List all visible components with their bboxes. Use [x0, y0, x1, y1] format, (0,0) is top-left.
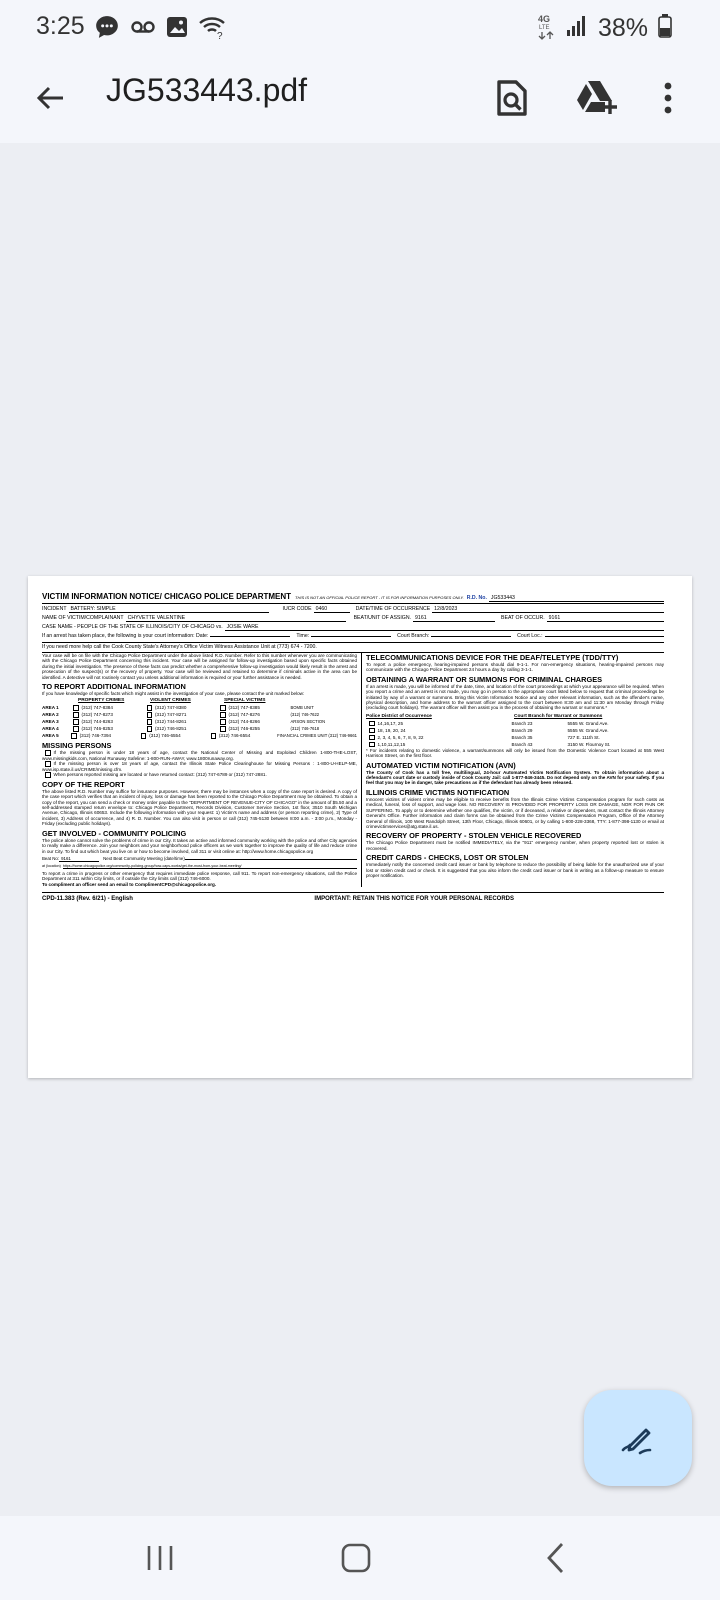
court-loc-label: Court Loc.: [517, 633, 543, 639]
district-table [366, 720, 664, 748]
district-checkbox[interactable] [369, 728, 375, 734]
iucr-label: IUCR CODE [282, 606, 312, 612]
district-row [366, 727, 664, 734]
back-button[interactable] [30, 74, 70, 122]
branch-name: Branch 43 [511, 741, 533, 747]
back-nav-icon [545, 1542, 567, 1574]
district-numbers: 18, 19, 20, 24 [377, 727, 406, 733]
branch-address: 3150 W. Flournoy St. [567, 741, 611, 747]
unit-info: (312) 746-7622 [290, 712, 320, 718]
time-label: Time: [296, 633, 310, 639]
property-phone: (312) 746-8253 [81, 726, 113, 732]
violent-phone: (312) 747-8380 [155, 705, 187, 711]
area-row [42, 732, 357, 739]
special-phone: (312) 744-8266 [228, 719, 260, 725]
intro-text: Your case will be on file with the Chicago Police Department under the above listed R.D. Number. Refer to this number whenever you are communicating with the Chicago Police Department concerning this incident. Your case will be assigned for follow-up investigation based upon specific facts obtained during the initial investigation. The presence of these facts can predict whether a comprehensive follow-up investigation would likely result in the arrest and prosecution of the suspect(s) or the recovery of property. Your case will be reviewed and retained to determine if criminals active in the area can be identified. A detective will not routinely contact you unless additional information is required or your further assistance is needed. [42, 653, 357, 680]
area-label: AREA 5 [42, 733, 59, 739]
document-title: JG533443.pdf [106, 72, 308, 108]
back-nav-button[interactable] [526, 1536, 586, 1580]
ilcv-text: Innocent victims of violent crime may be eligible to receive benefits from the Illinois Crime Victims Compensation program for such costs as medical, funeral, loss of support, and wage loss. NO RECOVERY IS PROVIDED FOR PROPERTY LOSS OR DAMAGE, NOR FOR PAIN OR SUFFERING. To apply or to determine whether one qualifies, the victim, or if deceased, a relative or dependent, must contact the Illinois Attorney General's Office. Further information and claim forms can be obtained from the Crime Victims Compensation Program, Office of the Attorney General of Illinois, 100 West Randolph Street, 13th Floor, Chicago, Illinois 60601, or by calling 1-800-228-3368, TTY: 1-877-398-1130 or email at crimevictimservices@atg.state.il.us. [366, 796, 664, 829]
recovery-title: RECOVERY OF PROPERTY - STOLEN VEHICLE RECOVERED [366, 831, 582, 841]
property-phone: (312) 744-8263 [81, 719, 113, 725]
home-icon [341, 1543, 371, 1573]
ilcv-title: ILLINOIS CRIME VICTIMS NOTIFICATION [366, 787, 510, 797]
special-phone: (312) 746-6554 [218, 733, 251, 739]
app-bar [0, 54, 720, 143]
district-checkbox[interactable] [369, 742, 375, 748]
violent-checkbox[interactable] [147, 705, 153, 711]
area-label: AREA 1 [42, 705, 59, 711]
report-title: TO REPORT ADDITIONAL INFORMATION [42, 682, 186, 692]
special-checkbox[interactable] [220, 726, 226, 732]
recovery-text: The Chicago Police Department must be notified IMMEDIATELY, via the "911" emergency number, when property reported lost or stolen is recovered. [366, 840, 664, 851]
avn-text: The County of Cook has a toll free, multilingual, 24-hour Automated Victim Notification System. To obtain information about a defendant's court date or custody inside of Cook County Jail: call 1-877-846-3445. Do not depend only on the AVN for your safety. If you feel that you may be in danger, take precautions as if the defendant has already been released. [366, 769, 664, 786]
col-special-head: SPECIAL VICTIMS [224, 698, 266, 704]
violent-checkbox[interactable] [147, 719, 153, 725]
beat-assign-value: 9161 [413, 615, 495, 622]
emergency-text: To report a crime in progress or other emergency that requires immediate police response, call 911. To report non-emergency situations, call the Police Department at 311 within City limits, or if outside the City limits call (312) 746-6000. [42, 870, 357, 882]
report-text: If you have knowledge of specific facts which might assist in the investigation of your case, please contact the unit marked below: [42, 691, 305, 697]
unit-info: (312) 746-7618 [290, 726, 320, 732]
retain-note: IMPORTANT: RETAIN THIS NOTICE FOR YOUR PERSONAL RECORDS [314, 896, 514, 903]
area-row [42, 725, 357, 732]
incident-value: BATTERY: SIMPLE [69, 606, 269, 613]
search-document-button[interactable] [484, 70, 540, 126]
date-label: DATE/TIME OF OCCURRENCE [355, 606, 431, 612]
property-checkbox[interactable] [73, 712, 79, 718]
special-checkbox[interactable] [220, 719, 226, 725]
doc-header-note: THIS IS NOT AN OFFICIAL POLICE REPORT - IT IS FOR INFORMATION PURPOSES ONLY. [295, 595, 464, 600]
recents-button[interactable] [130, 1536, 190, 1580]
home-button[interactable] [326, 1536, 386, 1580]
pdf-page[interactable] [28, 576, 692, 1078]
more-vert-icon [663, 82, 673, 114]
special-phone: (312) 746-8255 [228, 726, 260, 732]
branch-name: Branch 23 [511, 720, 533, 726]
next-meeting-label: Next Beat Community Meeting (date/time) [103, 855, 185, 861]
status-bar [0, 0, 720, 54]
cards-text: Immediately notify the concerned credit card issuer or bank by telephone to reduce the possibility of being liable for the unauthorized use of your lost or stolen credit card or check. It is suggested that you also inform the credit card issuer or bank in writing as a follow-up measure to ensure proper notification. [366, 862, 664, 878]
district-row [366, 734, 664, 741]
property-phone: (312) 747-8273 [81, 712, 113, 718]
victim-value: CHYVETTE VALENTINE [126, 615, 346, 622]
beat-assign-label: BEAT/UNIT OF ASSIGN. [353, 615, 412, 621]
warrant-title: OBTAINING A WARRANT OR SUMMONS FOR CRIMINAL CHARGES [366, 674, 603, 684]
district-numbers: 2, 3, 4, 5, 6, 7, 8, 9, 22 [377, 734, 424, 740]
area-label: AREA 2 [42, 712, 59, 718]
missing-located-text: When persons reported missing are located or have returned contact: (312) 747-6789 or (312) 747-2881. [53, 772, 267, 778]
court-branch-label: Court Branch: [397, 633, 430, 639]
tdd-text: To report a police emergency, hearing-impaired persons should dial 9-1-1. For non-emergency situations, hearing-impaired persons may communicate with the Chicago Police Department 24 hours a day by calling 3-1-1. [366, 662, 664, 673]
property-phone: (312) 746-7394 [79, 733, 112, 739]
area-row [42, 718, 357, 725]
svg-text:LTE: LTE [538, 25, 550, 31]
add-to-drive-button[interactable] [568, 70, 624, 126]
area-row [42, 704, 357, 711]
district-checkbox[interactable] [369, 735, 375, 741]
cards-title: CREDIT CARDS - CHECKS, LOST OR STOLEN [366, 853, 529, 863]
district-checkbox[interactable] [369, 721, 375, 727]
form-number: CPD-11.383 (Rev. 6/21) - English [42, 896, 133, 903]
arrest-line: If an arrest has taken place, the following is your court information: Date: [42, 633, 209, 639]
district-head: Police District of Occurrence [366, 713, 432, 719]
help-line: If you need more help call the Cook County State's Attorney's Office Victim Witness Assistance Unit at (773) 674 - 7200. [42, 644, 317, 650]
violent-checkbox[interactable] [141, 733, 146, 739]
property-phone: (312) 747-8384 [81, 705, 113, 711]
violent-checkbox[interactable] [147, 712, 153, 718]
missing-located-checkbox[interactable] [45, 772, 51, 778]
dv-note: * For incidents relating to domestic violence, a warrant/summons will only be issued from the Domestic Violence Court located at 555 West Harrison Street, on the first floor. [366, 747, 664, 759]
4g-icon [536, 12, 556, 45]
warrant-text: If an arrest is made, you will be informed of the date, time, and location of the court proceedings at which your appearance will be required. When you report a crime and an arrest is not made, you may go in person to the appropriate court listed below to request that criminal proceedings be initiated by way of a warrant or summons. Bring this Victim Information Notice and any other relevant information, such as the offender's name, physical description, and home address to the warrant officer assigned to the court between 8:30 am and 11:30 am Monday through Friday (excluding court holidays). The warrant officer will then assist you in the process of obtaining the warrant or summons.* [366, 683, 664, 711]
violent-phone: (312) 744-8261 [155, 719, 187, 725]
chat-icon [94, 14, 120, 45]
area-label: AREA 3 [42, 719, 59, 725]
area-table [42, 704, 357, 739]
special-checkbox[interactable] [220, 705, 226, 711]
left-column [42, 653, 362, 887]
branch-address: 5555 W. Grand Ave. [567, 727, 609, 733]
image-icon [166, 16, 188, 43]
branch-address: 5555 W. Grand Ave. [567, 720, 609, 726]
district-numbers: 1,10,11,12,15 [377, 741, 406, 747]
copy-title: COPY OF THE REPORT [42, 779, 125, 789]
incident-label: INCIDENT [42, 606, 67, 612]
iucr-value: 0460 [314, 606, 350, 613]
missing-under-text: If the missing person is under 18 years of age, contact the National Center of Missing and Exploited Children 1-800-THE-LOST, www.missingkids.com, National Runaway Safeline: 1-800-RUN-AWAY, www.1800runaway.org. [42, 750, 357, 761]
col-violent-head: VIOLENT CRIMES [150, 698, 191, 704]
beat-no-label: Beat No: [42, 855, 60, 861]
missing-over-text: If the missing person is over 18 years of age, contact the Illinois State Police Clearinghouse for Missing Persons : 1-800-U-HELP-ME, www.isp.state.il.us/CRIME/missing.cfm. [42, 761, 357, 772]
violent-phone: (312) 746-6554 [149, 733, 181, 739]
branch-name: Branch 35 [511, 734, 533, 740]
property-checkbox[interactable] [73, 705, 79, 711]
pdf-viewer[interactable] [0, 143, 720, 1516]
community-title: GET INVOLVED - COMMUNITY POLICING [42, 828, 187, 838]
branch-name: Branch 29 [511, 727, 533, 733]
edit-pen-icon [620, 1420, 656, 1456]
victim-notice-document [42, 592, 664, 902]
beat-occur-value: 9161 [547, 615, 664, 622]
area-label: AREA 4 [42, 726, 59, 732]
signal-icon [566, 15, 588, 42]
beat-occur-label: BEAT OF OCCUR. [501, 615, 545, 621]
voicemail-icon [130, 17, 156, 42]
special-phone: (312) 747-8385 [228, 705, 260, 711]
svg-text:?: ? [217, 31, 223, 39]
missing-title: MISSING PERSONS [42, 741, 112, 751]
branch-address: 727 E. 111th St. [567, 734, 600, 740]
violent-checkbox[interactable] [147, 726, 153, 732]
recents-icon [145, 1544, 175, 1572]
community-text: The police alone cannot solve the problems of crime in our City. It takes an active and informed community working with the police and other City agencies to really make a difference. Join your neighbors and your neighborhood police officers as we work together to improve the quality of life and reduce crime in our City. To find out which beat you live on or how to become involved, call 311 or visit online at: http://www.home.chicagopolice.org [42, 837, 357, 854]
copy-text: The above listed R.D. Number may suffice for insurance purposes. However, there may be instances when a copy of the case report is desired. A copy of the case report which verifies that an incident of injury, loss or damage has been reported to the Chicago Police Department may be obtained. To obtain a copy of the report, you can send a check or money order payable to the "DEPARTMENT OF REVENUE-CITY OF CHICAGO" in the amount of $5.50 and a self-addressed stamped return envelope to: Chicago Police Department, Records Division, Customer Service Section, 1st floor, 3510 South Michigan Avenue, Chicago, Illinois 60653. Include the following information with your request: 1) Victim's name and address (or person reporting crime), 2) Type of incident, 3) Address of occurrence, and 4) R. D. Number. You can also visit in person or call (312) 745-5130 between 8:00 a.m. - 3:00 p.m., Monday - Friday (excluding public holidays). [42, 788, 357, 827]
property-checkbox[interactable] [73, 719, 79, 725]
district-row [366, 741, 664, 748]
search-document-icon [496, 79, 528, 117]
special-checkbox[interactable] [220, 712, 226, 718]
rd-label: R.D. No. [466, 595, 487, 601]
violent-phone: (312) 746-8251 [155, 726, 187, 732]
wifi-icon [198, 15, 226, 44]
victim-label: NAME OF VICTIM/COMPLAINANT [42, 615, 124, 621]
special-phone: (312) 747-8276 [228, 712, 260, 718]
rd-number: JG533443 [489, 595, 664, 602]
location-label: at (location) [42, 863, 61, 868]
unit-info: BOMB UNIT [290, 705, 314, 711]
compliment-text: To compliment an officer send an email to ComplimentCPD@chicagopolice.org. [42, 881, 217, 887]
district-numbers: 14,16,17, 25 [377, 720, 404, 726]
beat-no-value: 9161 [59, 856, 99, 862]
case-label: CASE NAME - PEOPLE OF THE STATE OF ILLINOIS/CITY OF CHICAGO vs. [42, 624, 223, 630]
unit-info: FINANCIAL CRIMES UNIT (312) 746-9661 [277, 733, 357, 739]
col-property-head: PROPERTY CRIMES [78, 698, 125, 704]
drive-add-icon [574, 80, 618, 116]
violent-phone: (312) 747-8271 [155, 712, 187, 718]
date-value: 12/8/2023 [432, 606, 664, 613]
battery-icon [658, 14, 672, 43]
branch-head: Court Branch for Warrant or Summons [514, 713, 603, 719]
area-row [42, 711, 357, 718]
property-checkbox[interactable] [73, 726, 79, 732]
battery-percent: 38% [597, 14, 648, 42]
location-url[interactable]: https://home.chicagopolice.org/community-policing-group/how-caps-works/get-the-most-from-your-beat-meeting/ [63, 864, 357, 869]
doc-header-title: VICTIM INFORMATION NOTICE/ CHICAGO POLICE DEPARTMENT [42, 592, 292, 601]
svg-text:4G: 4G [537, 14, 550, 24]
status-time: 3:25 [36, 12, 85, 40]
property-checkbox[interactable] [71, 733, 76, 739]
more-options-button[interactable] [640, 70, 696, 126]
right-column [362, 653, 664, 887]
avn-title: AUTOMATED VICTIM NOTIFICATION (AVN) [366, 760, 516, 770]
unit-info: ARSON SECTION [290, 719, 326, 725]
special-checkbox[interactable] [211, 733, 216, 739]
arrow-back-icon [35, 83, 65, 113]
case-value: JOSIE WARE [225, 624, 664, 631]
annotate-fab[interactable] [584, 1390, 692, 1486]
district-row [366, 720, 664, 727]
tdd-title: TELECOMMUNICATIONS DEVICE FOR THE DEAF/TELETYPE (TDD/TTY) [366, 653, 619, 662]
navigation-bar [0, 1516, 720, 1600]
